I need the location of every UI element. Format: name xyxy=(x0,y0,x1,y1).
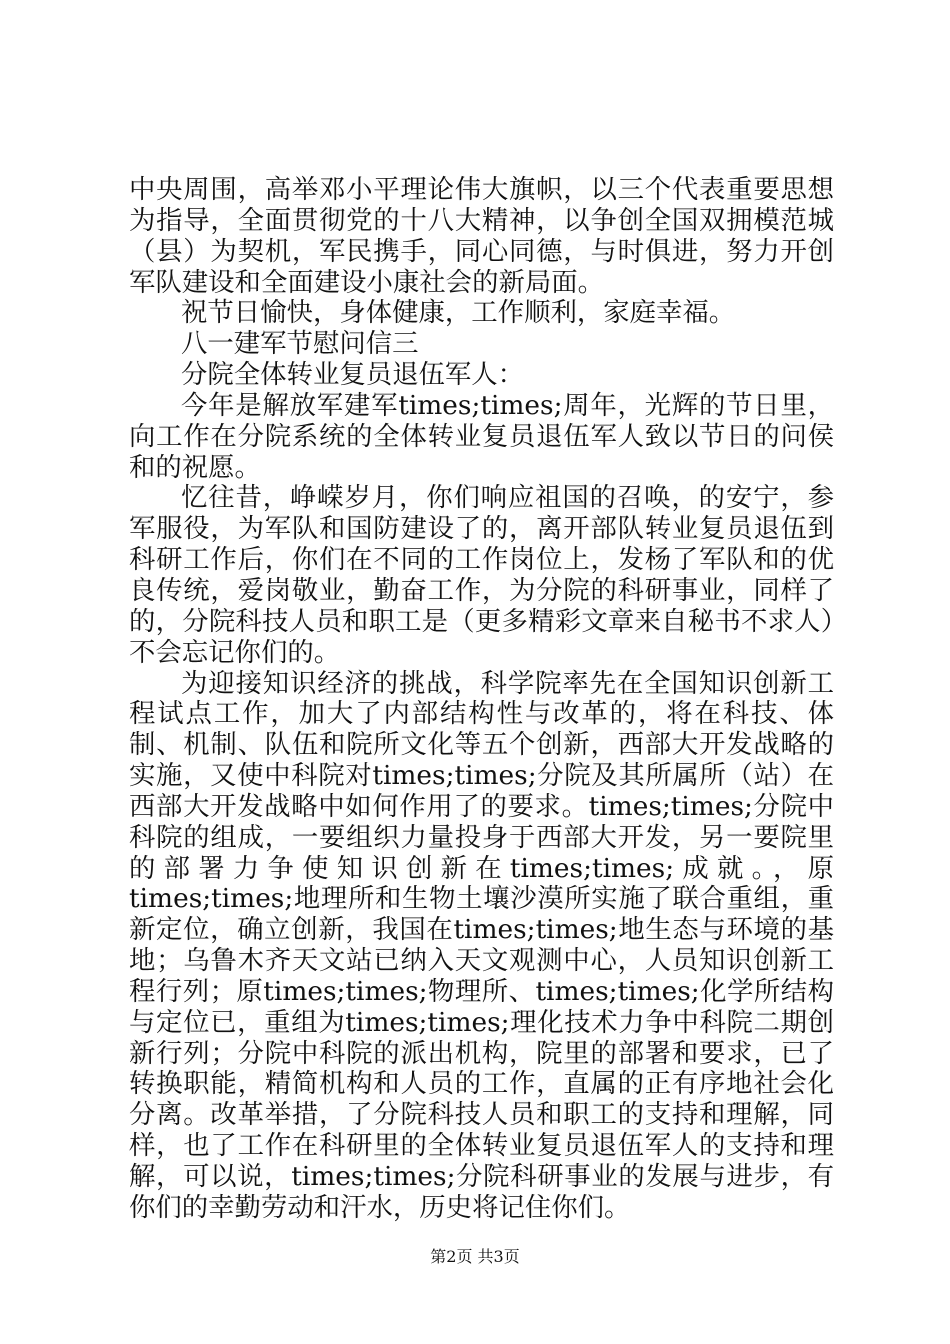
paragraph-salutation: 分院全体转业复员退伍军人： xyxy=(181,359,525,391)
page-number-footer: 第2页 共3页 xyxy=(430,1247,520,1266)
body-text xyxy=(129,175,834,1224)
paragraph-continuation: 中央周围，高举邓小平理论伟大旗帜，以三个代表重要思想为指导，全面贯彻党的十八大精神，以争创全国双拥模范城（县）为契机，军民携手，同心同德，与时俱进，努力开创军队建设和全面建设小康社会的新局面。 xyxy=(129,174,834,298)
paragraph-wishes: 祝节日愉快，身体健康，工作顺利，家庭幸福。 xyxy=(181,297,736,329)
paragraph-recollection: 忆往昔，峥嵘岁月，你们响应祖国的召唤，的安宁，参军服役，为军队和国防建设了的，离开部队转业复员退伍到科研工作后，你们在不同的工作岗位上，发杨了军队和的优良传统，爱岗敬业，勤奋工作，为分院的科研事业，同样了的，分院科技人员和职工是（更多精彩文章来自秘书不求人）不会忘记你们的。 xyxy=(129,482,834,668)
paragraph-reform: 为迎接知识经济的挑战，科学院率先在全国知识创新工程试点工作，加大了内部结构性与改革的，将在科技、体制、机制、队伍和院所文化等五个创新，西部大开发战略的实施，又使中科院对times;times;分院及其所属所（站）在西部大开发战略中如何作用了的要求。times;times;分院中科院的组成，一要组织力量投身于西部大开发，另一要院里的部署力争使知识创新在times;times;成就。，原times;times;地理所和生物土壤沙漠所实施了联合重组，重新定位，确立创新，我国在times;times;地生态与环境的基地；乌鲁木齐天文站已纳入天文观测中心，人员知识创新工程行列；原times;times;物理所、times;times;化学所结构与定位已，重组为times;times;理化技术力争中科院二期创新行列；分院中科院的派出机构，院里的部署和要求，已了转换职能，精简机构和人员的工作，直属的正有序地社会化分离。改革举措，了分院科技人员和职工的支持和理解，同样，也了工作在科研里的全体转业复员退伍军人的支持和理解，可以说，times;times;分院科研事业的发展与进步，有你们的幸勤劳动和汗水，历史将记住你们。 xyxy=(129,667,834,1223)
paragraph-greeting: 今年是解放军建军times;times;周年，光辉的节日里，向工作在分院系统的全体转业复员退伍军人致以节日的问侯和的祝愿。 xyxy=(129,389,834,483)
paragraph-letter-title: 八一建军节慰问信三 xyxy=(181,328,419,360)
